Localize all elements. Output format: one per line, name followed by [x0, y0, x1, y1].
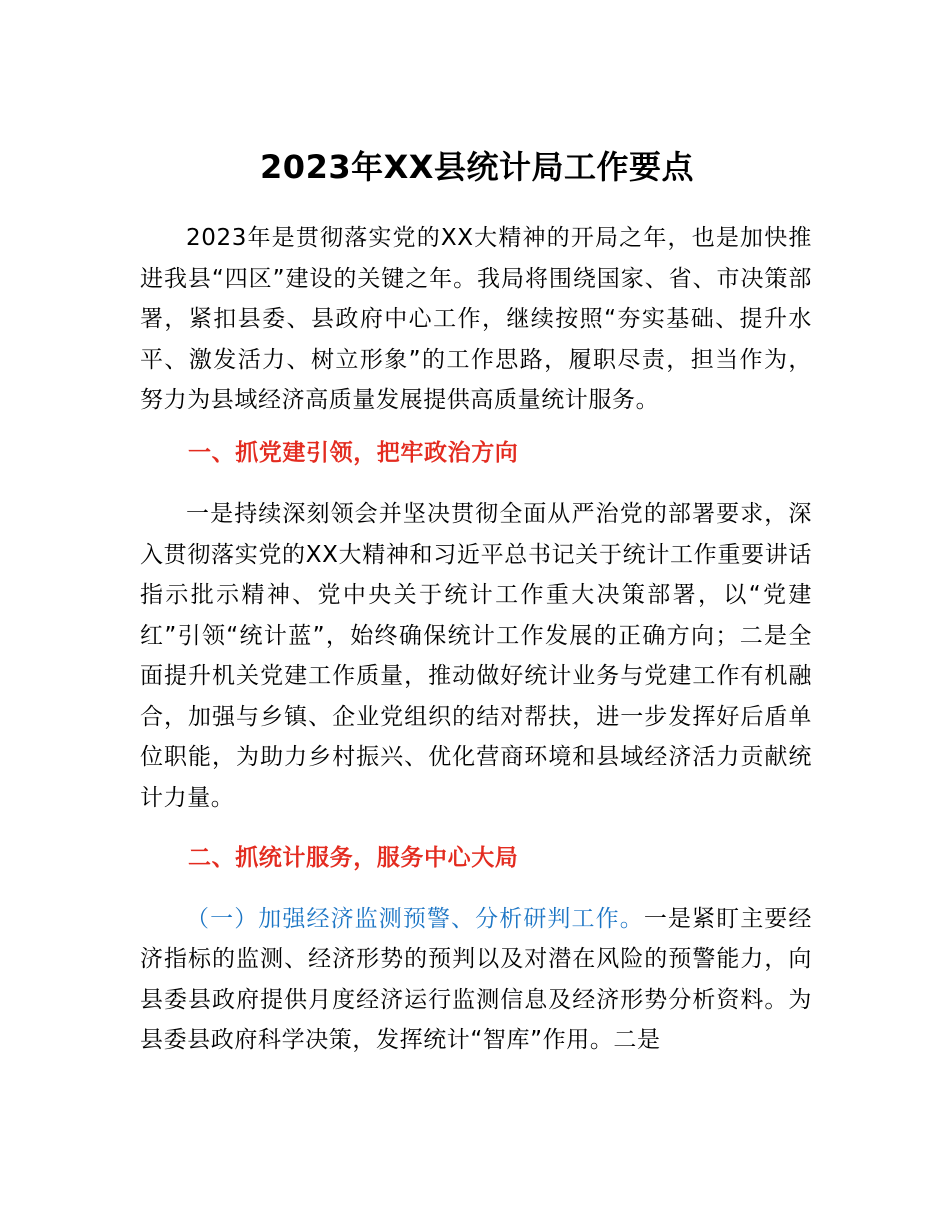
subsection-body-monitoring: 一是紧盯主要经济指标的监测、经济形势的预判以及对潜在风险的预警能力，向县委县政府提供月度经济运行监测信息及经济形势分析资料。为县委县政府科学决策，发挥统计“智库”作用。二是	[140, 905, 813, 1053]
section-heading-statistical-service: 二、抓统计服务，服务中心大局	[188, 845, 519, 871]
section-body-party-building: 一是持续深刻领会并坚决贯彻全面从严治党的部署要求，深入贯彻落实党的XX大精神和习近平总书记关于统计工作重要讲话指示批示精神、党中央关于统计工作重大决策部署，以“党建红”引领“统计蓝”，始终确保统计工作发展的正确方向；二是全面提升机关党建工作质量，推动做好统计业务与党建工作有机融合，加强与乡镇、企业党组织的结对帮扶，进一步发挥好后盾单位职能，为助力乡村振兴、优化营商环境和县域经济活力贡献统计力量。	[140, 501, 812, 811]
section-heading-party-building: 一、抓党建引领，把牢政治方向	[188, 439, 519, 466]
subsection-heading-monitoring: （一）加强经济监测预警、分析研判工作。	[186, 905, 644, 932]
document-title: 2023年XX县统计局工作要点	[260, 148, 694, 186]
intro-paragraph: 2023年是贯彻落实党的XX大精神的开局之年，也是加快推进我县“四区”建设的关键之年。我局将围绕国家、省、市决策部署，紧扣县委、县政府中心工作，继续按照“夯实基础、提升水平、激发活力、树立形象”的工作思路，履职尽责，担当作为，努力为县域经济高质量发展提供高质量统计服务。	[140, 225, 812, 413]
subsection-paragraph	[140, 899, 812, 1061]
